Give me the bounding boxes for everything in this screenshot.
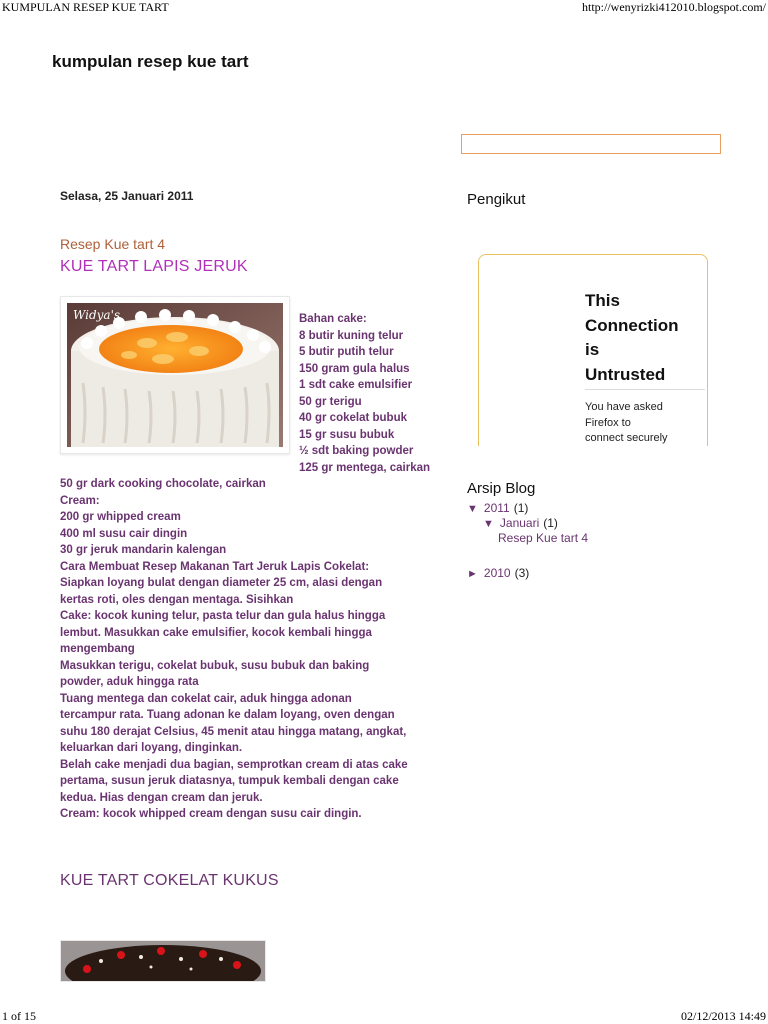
body-line: kertas roti, oles dengan mentaga. Sisihkan: [60, 593, 294, 606]
untrusted-title-line: is: [585, 340, 600, 359]
body-line: mengembang: [60, 643, 135, 655]
body-line: Masukkan terigu, cokelat bubuk, susu bubuk dan baking: [60, 659, 370, 672]
body-line: kedua. Hias dengan cream dan jeruk.: [60, 791, 263, 804]
untrusted-text-line: Firefox to: [585, 416, 631, 429]
archive-count: (1): [513, 501, 529, 515]
print-timestamp: 02/12/2013 14:49: [680, 1009, 766, 1023]
body-line: lembut. Masukkan cake emulsifier, kocok kembali hingga: [60, 626, 372, 639]
print-header-url: http://wenyrizki412010.blogspot.com/: [582, 0, 766, 14]
ingredient-line: 8 butir kuning telur: [299, 329, 404, 342]
body-line: Siapkan loyang bulat dengan diameter 25 cm, alasi dengan: [60, 577, 383, 589]
body-line: Cream:: [60, 494, 100, 507]
ingredient-line: 1 sdt cake emulsifier: [299, 379, 413, 391]
body-line: 30 gr jeruk mandarin kalengan: [60, 544, 227, 556]
triangle-right-icon[interactable]: ►: [467, 568, 478, 580]
page-number: 1 of 15: [2, 1009, 36, 1023]
untrusted-text-line: connect securely: [585, 432, 668, 444]
next-post-title: KUE TART COKELAT KUKUS: [60, 872, 279, 889]
print-header-title: KUMPULAN RESEP KUE TART: [2, 0, 169, 14]
post-title: KUE TART LAPIS JERUK: [60, 258, 248, 275]
body-line: suhu 180 derajat Celsius, 45 menit atau hingga matang, angkat,: [60, 725, 407, 738]
body-line: Cream: kocok whipped cream dengan susu cair dingin.: [60, 808, 362, 820]
body-line: 200 gr whipped cream: [60, 511, 181, 523]
ingredient-line: Bahan cake:: [299, 313, 367, 325]
body-line: 400 ml susu cair dingin: [60, 527, 188, 540]
chocolate-cake-image[interactable]: [60, 940, 266, 982]
untrusted-text: [585, 400, 705, 447]
ingredient-line: 5 butir putih telur: [299, 346, 394, 358]
ingredient-line: 40 gr cokelat bubuk: [299, 412, 408, 424]
archive-count: (1): [543, 516, 558, 530]
untrusted-text-line: You have asked: [585, 401, 663, 413]
print-footer: [0, 1009, 768, 1023]
ingredient-line: 150 gram gula halus: [299, 362, 410, 375]
post-body: [60, 476, 450, 823]
followers-widget: [478, 254, 708, 455]
archive-post-link[interactable]: Resep Kue tart 4: [498, 531, 589, 545]
post-kicker-link[interactable]: Resep Kue tart 4: [60, 236, 166, 252]
body-line: 50 gr dark cooking chocolate, cairkan: [60, 478, 266, 490]
archive-month-link[interactable]: Januari: [499, 516, 540, 530]
untrusted-title-line: Untrusted: [585, 364, 666, 384]
widget-cutoff: [470, 446, 720, 460]
body-line: powder, aduk hingga rata: [60, 676, 199, 688]
body-line: pertama, susun jeruk diatasnya, tumpuk kembali dengan cake: [60, 775, 399, 787]
ingredient-line: 15 gr susu bubuk: [299, 428, 395, 441]
body-line: Cara Membuat Resep Makanan Tart Jeruk Lapis Cokelat:: [60, 560, 370, 573]
archive-post[interactable]: [498, 531, 588, 545]
triangle-down-icon[interactable]: ▼: [483, 518, 494, 530]
ingredients-list: [299, 311, 430, 476]
untrusted-title-line: Connection: [585, 315, 679, 335]
post-date: Selasa, 25 Januari 2011: [60, 189, 194, 203]
header-widget-box: [461, 134, 721, 154]
archive-year-2010[interactable]: [467, 566, 529, 580]
cake-image[interactable]: [60, 296, 290, 454]
body-line: Tuang mentega dan cokelat cair, aduk hingga adonan: [60, 692, 352, 705]
triangle-down-icon[interactable]: ▼: [467, 503, 478, 515]
archive-title: Arsip Blog: [467, 480, 536, 497]
archive-year-2011[interactable]: [467, 501, 528, 515]
chocolate-cake-illustration: [61, 941, 265, 981]
archive-month-januari[interactable]: [483, 516, 558, 530]
print-header: [0, 0, 768, 14]
archive-year-link[interactable]: 2010: [483, 566, 511, 580]
image-watermark: Widya's: [73, 308, 121, 322]
untrusted-title-line: This: [585, 291, 620, 310]
body-line: Belah cake menjadi dua bagian, semprotkan cream di atas cake: [60, 758, 408, 771]
body-line: Cake: kocok kuning telur, pasta telur dan gula halus hingga: [60, 610, 386, 622]
untrusted-title: [585, 289, 705, 390]
body-line: tercampur rata. Tuang adonan ke dalam loyang, oven dengan: [60, 709, 395, 721]
body-line: keluarkan dari loyang, dinginkan.: [60, 742, 243, 754]
blog-title[interactable]: kumpulan resep kue tart: [52, 52, 249, 71]
cake-illustration: [67, 303, 283, 447]
archive-year-link[interactable]: 2011: [483, 501, 510, 515]
followers-title: Pengikut: [467, 191, 526, 208]
ingredient-line: 50 gr terigu: [299, 395, 362, 408]
ingredient-line: ½ sdt baking powder: [299, 445, 414, 457]
archive-count: (3): [514, 566, 530, 580]
ingredient-line: 125 gr mentega, cairkan: [299, 461, 431, 474]
